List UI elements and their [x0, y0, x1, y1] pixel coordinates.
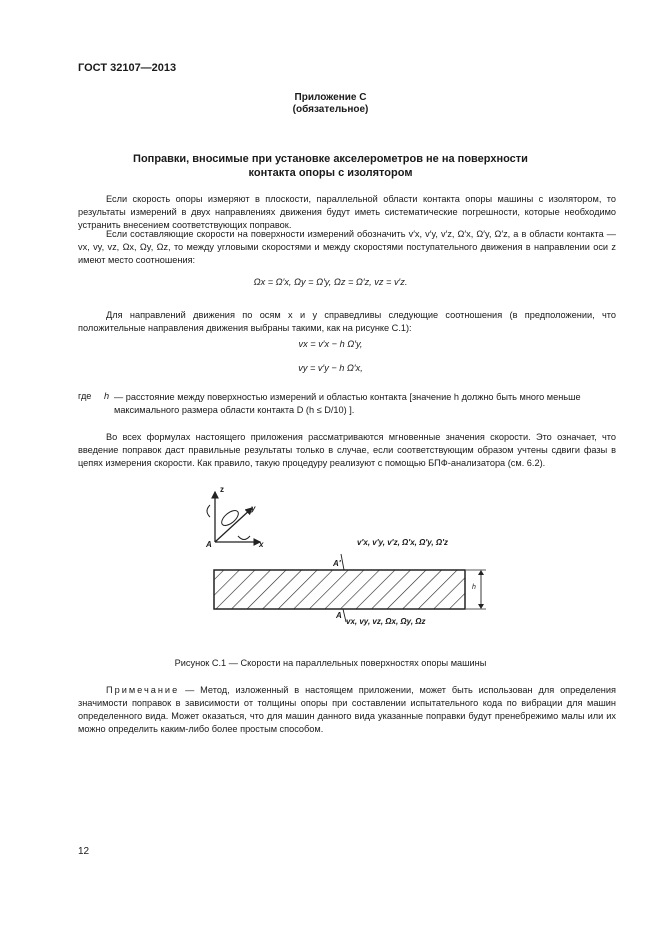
formula-vx: vx = v′x − h Ω′y,: [298, 339, 363, 349]
appendix-title: Приложение С: [294, 92, 367, 103]
where-symbol: h: [104, 391, 110, 401]
bottom-velocities-label: vx, vy, vz, Ωx, Ωy, Ωz: [346, 617, 426, 626]
axis-y-label: y: [251, 504, 256, 513]
formula-vy: vy = v′y − h Ω′x,: [298, 363, 363, 373]
axis-x-label: x: [259, 540, 264, 549]
paragraph-1: Если скорость опоры измеряют в плоскости, параллельной области контакта опоры машины с изолятором, то результаты измерений в двух направлениях движения будут иметь систематические погрешности, которые необходимо устранить внесением соответствующих поправок.: [78, 194, 616, 230]
appendix-status: (обязательное): [292, 104, 369, 115]
leader-a-prime: [341, 554, 344, 570]
note-text: — Метод, изложенный в настоящем приложении, может быть использован для определения значимости поправок в зависимости от толщины опоры при составлении испытательного кода по вибрации для машин определенного вида. Может оказаться, что для машин данного вида указанные поправки будут пренебрежимо малы или их можно определить каким-либо более простым способом.: [78, 685, 616, 734]
support-plate: [214, 570, 465, 609]
thickness-h-label: h: [472, 584, 476, 591]
formula-angular: Ωx = Ω′x, Ωy = Ω′y, Ωz = Ω′z, vz = v′z.: [253, 277, 408, 287]
page-number: 12: [78, 846, 90, 857]
document-header: ГОСТ 32107—2013: [78, 62, 177, 74]
paragraph-3: Для направлений движения по осям x и y справедливы следующие соотношения (в предположении, что положительные направления движения выбраны такими, как на рисунке С.1):: [78, 310, 616, 333]
where-definition: — расстояние между поверхностью измерений и областью контакта [значение h должно быть много меньше максимального размера области контакта D (h ≤ D/10) ].: [114, 392, 581, 415]
section-title-line1: Поправки, вносимые при установке акселерометров не на поверхности: [133, 153, 528, 165]
top-velocities-label: v′x, v′y, v′z, Ω′x, Ω′y, Ω′z: [357, 538, 449, 547]
a-label: A: [336, 611, 342, 620]
axis-z-label: z: [220, 485, 224, 494]
paragraph-2: Если составляющие скорости на поверхности измерений обозначить v′x, v′y, v′z, Ω′x, Ω′y, Ω′z, а в области контакта — vx, vy, vz, Ωx, Ωy, Ωz, то между угловыми скоростями и между скоростями поступательного движения в направлении оси z имеют место соотношения:: [78, 229, 616, 265]
a-prime-label: A′: [333, 559, 341, 568]
where-label: где: [78, 391, 92, 401]
paragraph-4: Во всех формулах настоящего приложения рассматриваются мгновенные значения скорости. Это означает, что введение поправок даст правильные результаты только в случае, если соответствующим образом учтены сдвиги фазы в цепях измерения скорости. Как правило, такую процедуру реализуют с помощью БПФ-анализатора (см. 6.2).: [78, 432, 616, 468]
origin-a-label: A: [206, 540, 212, 549]
thickness-dimension: [466, 570, 486, 609]
note-block: [78, 684, 616, 736]
note-label: Примечание: [106, 685, 180, 695]
coordinate-axes: [207, 492, 260, 542]
figure-caption: Рисунок С.1 — Скорости на параллельных поверхностях опоры машины: [174, 658, 487, 668]
section-title-line2: контакта опоры с изолятором: [248, 167, 413, 179]
